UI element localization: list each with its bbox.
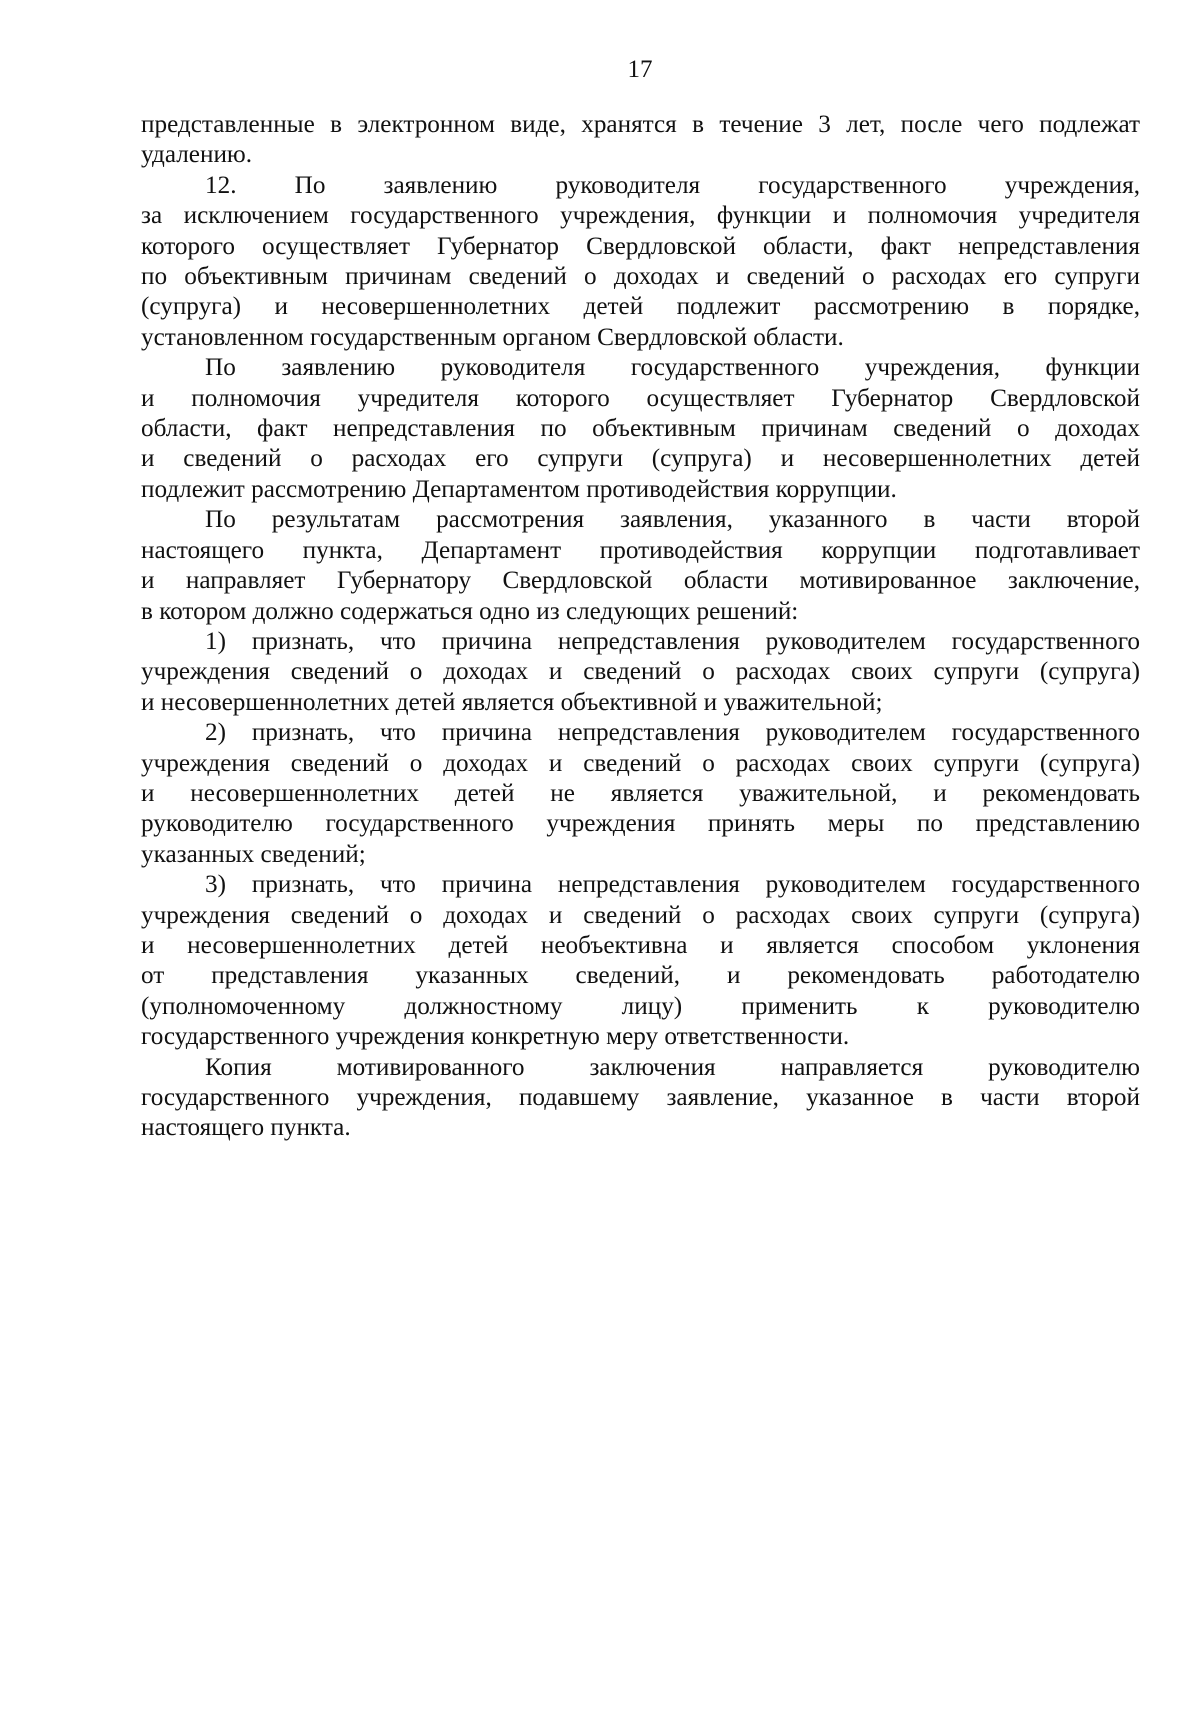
text-line: и несовершеннолетних детей является объективной и уважительной; — [141, 688, 883, 716]
text-line: учреждения сведений о доходах и сведений о расходах своих супруги (супруга) — [141, 658, 1140, 686]
text-line: учреждения сведений о доходах и сведений о расходах своих супруги (супруга) — [141, 749, 1140, 777]
text-line: государственного учреждения, подавшему заявление, указанное в части второй — [141, 1084, 1140, 1111]
text-line: от представления указанных сведений, и рекомендовать работодателю — [141, 962, 1140, 990]
text-line: настоящего пункта, Департамент противодействия коррупции подготавливает — [141, 536, 1140, 564]
paragraph — [141, 171, 1140, 353]
paragraph — [141, 110, 1140, 171]
paragraph — [141, 353, 1140, 505]
text-line: представленные в электронном виде, хранятся в течение 3 лет, после чего подлежат — [141, 111, 1140, 138]
text-line: 3) признать, что причина непредставления руководителем государственного — [205, 871, 1140, 899]
text-line: в котором должно содержаться одно из следующих решений: — [141, 597, 799, 625]
text-line: руководителю государственного учреждения принять меры по представлению — [141, 810, 1140, 838]
paragraph — [141, 1053, 1140, 1144]
text-line: 12. По заявлению руководителя государственного учреждения, — [205, 171, 1140, 199]
text-line: Копия мотивированного заключения направляется руководителю — [205, 1053, 1140, 1081]
text-line: 1) признать, что причина непредставления руководителем государственного — [205, 627, 1140, 655]
text-line: По заявлению руководителя государственного учреждения, функции — [205, 354, 1140, 382]
text-line: и несовершеннолетних детей не является уважительной, и рекомендовать — [141, 779, 1140, 807]
text-line: которого осуществляет Губернатор Свердловской области, факт непредставления — [141, 232, 1140, 260]
text-line: учреждения сведений о доходах и сведений о расходах своих супруги (супруга) — [141, 901, 1140, 929]
text-line: подлежит рассмотрению Департаментом противодействия коррупции. — [141, 475, 897, 503]
text-line: и направляет Губернатору Свердловской области мотивированное заключение, — [141, 567, 1140, 595]
text-line: и несовершеннолетних детей необъективна и является способом уклонения — [141, 931, 1140, 959]
text-line: указанных сведений; — [141, 840, 366, 868]
document-body — [141, 110, 1140, 1144]
text-line: по объективным причинам сведений о доходах и сведений о расходах его супруги — [141, 263, 1140, 291]
text-line: и сведений о расходах его супруги (супруга) и несовершеннолетних детей — [141, 445, 1140, 473]
text-line: государственного учреждения конкретную меру ответственности. — [141, 1023, 850, 1051]
text-line: за исключением государственного учреждения, функции и полномочия учредителя — [141, 202, 1140, 230]
text-line: (супруга) и несовершеннолетних детей подлежит рассмотрению в порядке, — [141, 293, 1140, 321]
text-line: настоящего пункта. — [141, 1114, 351, 1142]
paragraph — [141, 627, 1140, 718]
text-line: По результатам рассмотрения заявления, указанного в части второй — [205, 506, 1140, 534]
page-number: 17 — [627, 56, 653, 83]
text-line: области, факт непредставления по объективным причинам сведений о доходах — [141, 415, 1140, 443]
text-line: и полномочия учредителя которого осуществляет Губернатор Свердловской — [141, 384, 1140, 412]
text-line: (уполномоченному должностному лицу) применить к руководителю — [141, 992, 1140, 1020]
text-line: 2) признать, что причина непредставления руководителем государственного — [205, 719, 1140, 747]
paragraph — [141, 505, 1140, 627]
paragraph — [141, 870, 1140, 1052]
text-line: удалению. — [141, 141, 253, 169]
text-line: установленном государственным органом Свердловской области. — [141, 323, 844, 351]
paragraph — [141, 718, 1140, 870]
